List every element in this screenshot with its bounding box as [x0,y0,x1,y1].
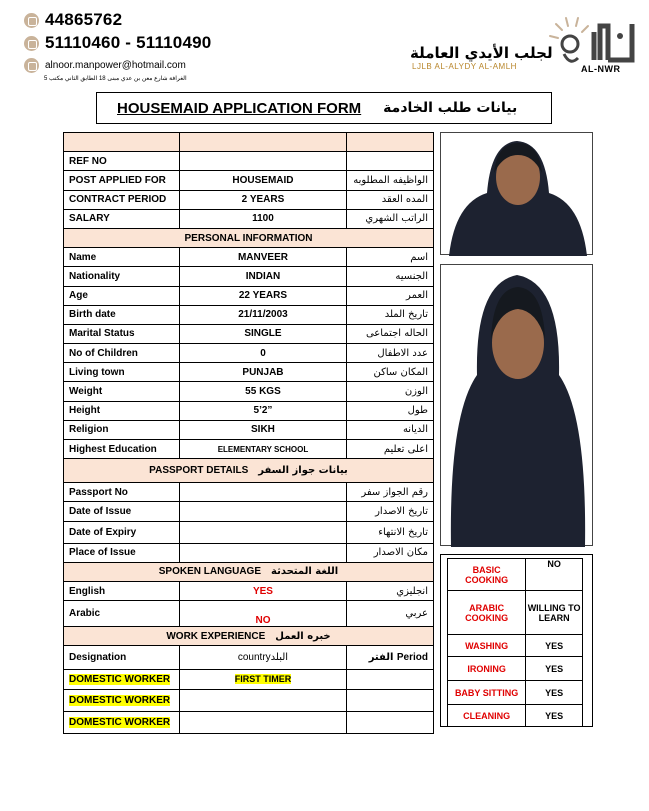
section-header-language: SPOKEN LANGUAGE اللغة المتحدثة [64,562,434,581]
company-name-english: LJLB AL-ALYDY AL-AMLH [412,62,517,71]
section-header-personal: PERSONAL INFORMATION [64,228,434,247]
email-address: alnoor.manpower@hotmail.com [45,60,186,71]
table-row: DOMESTIC WORKER [64,689,434,711]
form-title-arabic: بيانات طلب الخادمة [383,100,518,116]
table-row: No of Children 0 عدد الاطفال [64,344,434,363]
form-title [96,92,552,124]
table-row: Weight 55 KGS الوزن [64,382,434,401]
applicant-photo-small [440,132,593,255]
table-row: Date of Expiry تاريخ الانتهاء [64,521,434,543]
contact-block [24,10,211,82]
mobile-icon [24,36,39,51]
skill-row: ARABIC COOKING WILLING TO LEARN [448,591,583,635]
table-row: Highest Education ELEMENTARY SCHOOL اعلى تعليم [64,440,434,459]
section-header-passport: PASSPORT DETAILS بيانات جواز السفر [64,459,434,483]
table-row: Religion SIKH الديانه [64,420,434,439]
table-row: Arabic NO عربي [64,601,434,627]
table-row: Date of Issue تاريخ الاصدار [64,502,434,521]
person-photo-icon [441,133,594,256]
phone-number-2: 51110460 - 51110490 [45,33,212,52]
section-header-work: WORK EXPERIENCE خبره العمل [64,627,434,646]
applicant-photo-large [440,264,593,546]
table-row: REF NO [64,152,434,171]
skill-row: WASHING YES [448,635,583,657]
table-row: Marital Status SINGLE الحاله اجتماعى [64,324,434,343]
company-name-arabic: لجلب الأيدي العاملة [410,44,553,62]
company-logo-text: AL-NWR [581,64,621,74]
person-photo-icon [441,265,594,547]
table-row: SALARY 1100 الراتب الشهري [64,209,434,228]
table-row: Name MANVEER اسم [64,248,434,267]
table-row: DOMESTIC WORKER [64,711,434,733]
table-top-band [64,133,180,152]
table-row: Passport No رقم الجواز سفر [64,483,434,502]
table-row: Place of Issue مكان الاصدار [64,543,434,562]
phone-number-1: 44865762 [45,10,123,29]
table-row: POST APPLIED FOR HOUSEMAID الواظيفه المطلوبه [64,171,434,190]
office-address: الغرافة شارع معن بن عدي مبنى 18 الطابق الثاني مكتب 5 [44,76,187,82]
work-header-row: Designation countryالبلد الفتر Period [64,646,434,670]
skills-table [447,558,583,727]
application-table [63,132,434,734]
table-row: DOMESTIC WORKER FIRST TIMER [64,670,434,689]
skill-row: BASIC COOKING NO [448,559,583,591]
skill-row: BABY SITTING YES [448,681,583,705]
table-row: Nationality INDIAN الجنسيه [64,267,434,286]
table-row: English YES انجليزي [64,581,434,600]
table-row: Birth date 21/11/2003 تاريخ الملد [64,305,434,324]
form-title-english: HOUSEMAID APPLICATION FORM [117,99,362,117]
table-row: CONTRACT PERIOD 2 YEARS المده العقد [64,190,434,209]
table-row: Height 5’2” طول [64,401,434,420]
table-row: Living town PUNJAB المكان ساكن [64,363,434,382]
phone-icon [24,13,39,28]
email-icon [24,58,39,73]
skill-row: CLEANING YES [448,705,583,727]
table-row: Age 22 YEARS العمر [64,286,434,305]
skill-row: IRONING YES [448,657,583,681]
